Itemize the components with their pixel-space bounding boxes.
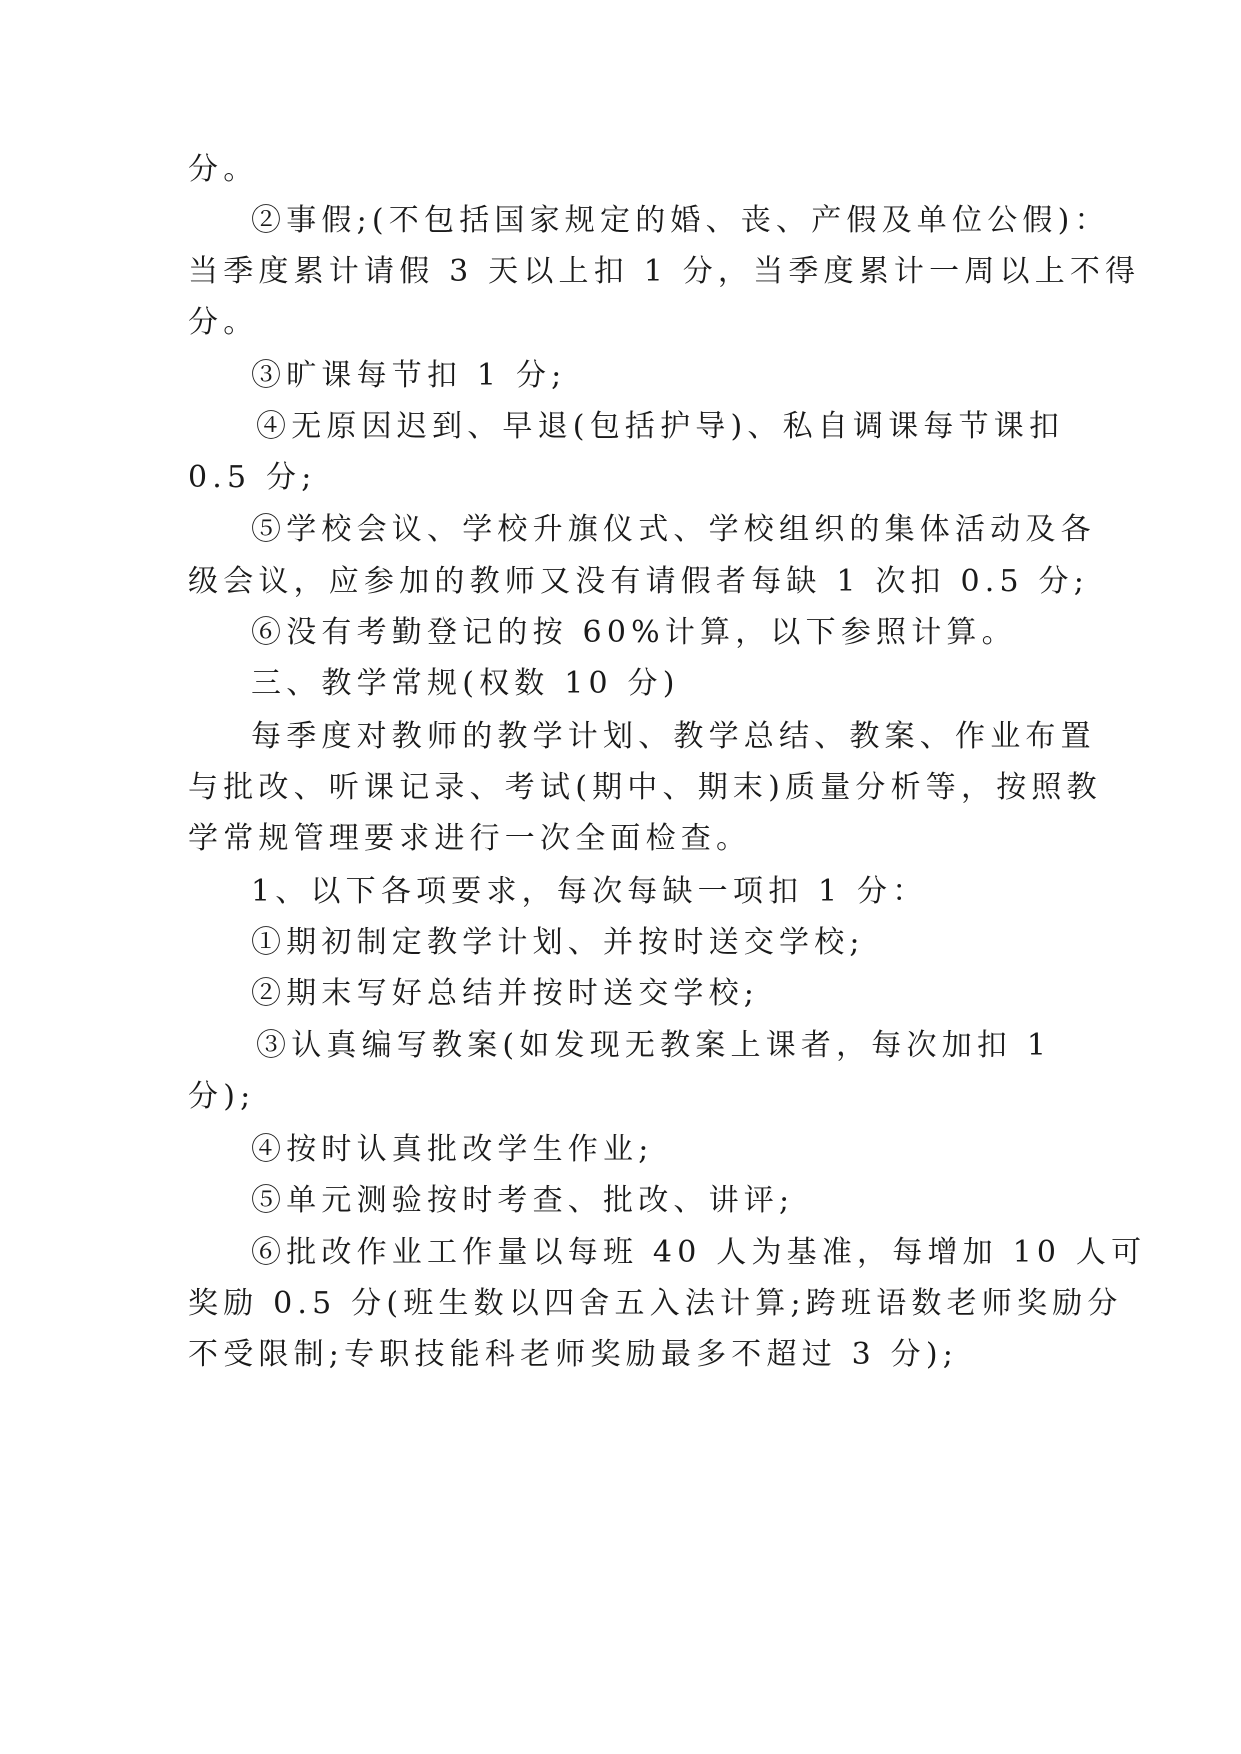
text-line: ⑤单元测验按时考查、批改、讲评; <box>251 1183 795 1218</box>
text-line: 当季度累计请假 3 天以上扣 1 分，当季度累计一周以上不得 <box>188 254 1141 289</box>
text-line: ⑥没有考勤登记的按 60%计算，以下参照计算。 <box>251 615 1017 650</box>
text-line: 不受限制;专职技能科老师奖励最多不超过 3 分); <box>188 1337 959 1372</box>
text-line: 分。 <box>188 152 259 187</box>
text-line: ①期初制定教学计划、并按时送交学校; <box>251 925 865 960</box>
text-line: 0.5 分; <box>188 460 317 495</box>
text-line: 学常规管理要求进行一次全面检查。 <box>188 821 752 856</box>
text-line: 每季度对教师的教学计划、教学总结、教案、作业布置 <box>251 719 1096 754</box>
text-line: ⑥批改作业工作量以每班 40 人为基准，每增加 10 人可 <box>251 1235 1147 1270</box>
text-line: 分。 <box>188 305 259 340</box>
text-line: ④按时认真批改学生作业; <box>251 1132 654 1167</box>
text-line: 与批改、听课记录、考试(期中、期末)质量分析等，按照教 <box>188 770 1102 805</box>
section-heading: 三、教学常规(权数 10 分) <box>251 666 680 701</box>
text-line: ④无原因迟到、早退(包括护导)、私自调课每节课扣 <box>256 409 1065 444</box>
text-line: ②事假;(不包括国家规定的婚、丧、产假及单位公假)： <box>251 203 1110 238</box>
text-line: ②期末写好总结并按时送交学校; <box>251 976 760 1011</box>
text-line: 1、以下各项要求，每次每缺一项扣 1 分： <box>251 874 928 909</box>
text-line: ③旷课每节扣 1 分; <box>251 358 567 393</box>
text-line: 奖励 0.5 分(班生数以四舍五入法计算;跨班语数老师奖励分 <box>188 1286 1123 1321</box>
text-line: 分); <box>188 1079 256 1114</box>
text-line: ⑤学校会议、学校升旗仪式、学校组织的集体活动及各 <box>251 512 1096 547</box>
text-line: ③认真编写教案(如发现无教案上课者，每次加扣 1 <box>256 1028 1052 1063</box>
text-line: 级会议，应参加的教师又没有请假者每缺 1 次扣 0.5 分; <box>188 564 1090 599</box>
